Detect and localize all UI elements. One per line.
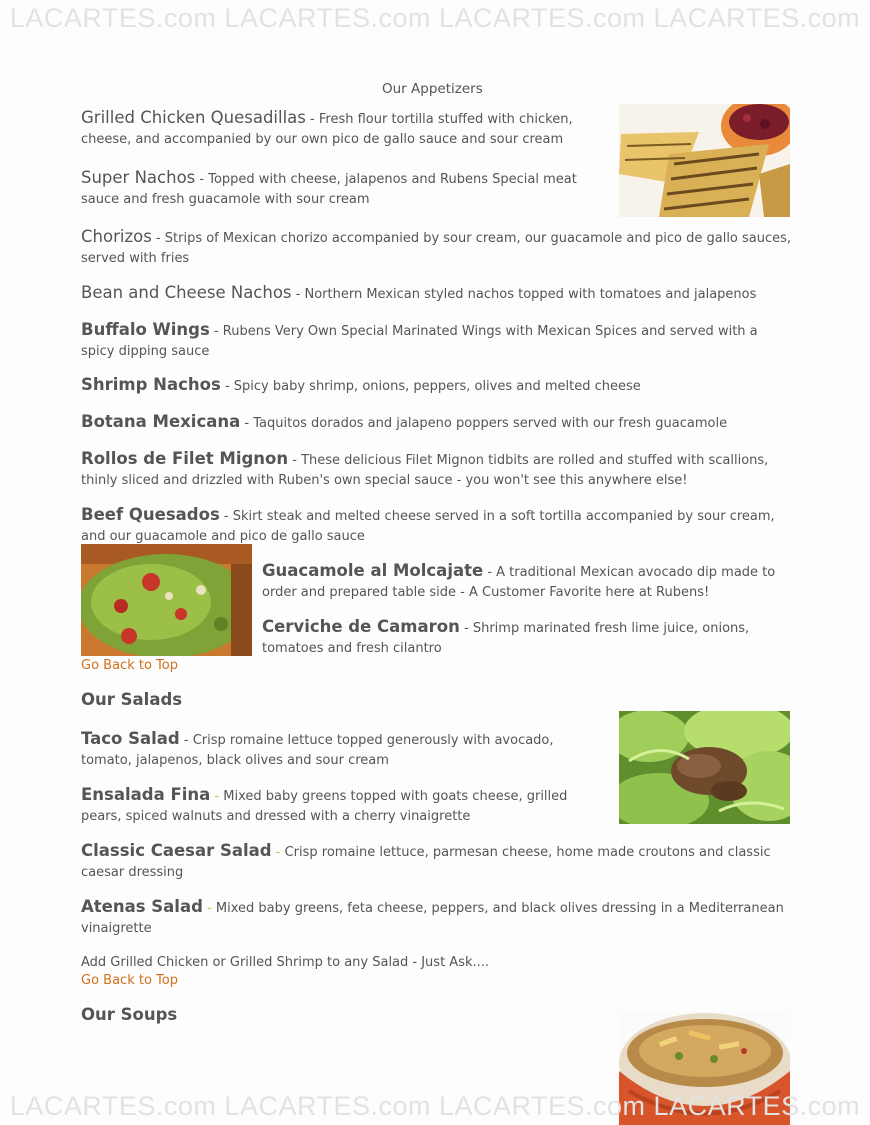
watermark-bottom: LACARTES.com LACARTES.com LACARTES.com LACARTES.com	[9, 1091, 861, 1121]
menu-item	[81, 897, 796, 939]
item-separator: -	[271, 845, 285, 860]
salads-heading: Our Salads	[81, 690, 183, 709]
menu-item	[81, 785, 586, 827]
item-separator: -	[210, 789, 224, 804]
item-description: Rubens Very Own Special Marinated Wings with Mexican Spices and served with a spicy dipping sauce	[81, 324, 758, 359]
item-name: Grilled Chicken Quesadillas	[81, 108, 306, 127]
item-separator: -	[179, 733, 193, 748]
menu-item	[81, 505, 796, 547]
item-description: Skirt steak and melted cheese served in a soft tortilla accompanied by sour cream, and our guacamole and pico de gallo sauce	[81, 509, 775, 544]
item-name: Buffalo Wings	[81, 320, 210, 339]
item-separator: -	[219, 509, 233, 524]
menu-item	[81, 283, 796, 305]
item-name: Shrimp Nachos	[81, 375, 221, 394]
item-separator: -	[240, 416, 254, 431]
item-name: Guacamole al Molcajate	[262, 561, 484, 580]
back-to-top-link[interactable]: Go Back to Top	[81, 658, 178, 673]
menu-item	[81, 375, 796, 397]
item-name: Super Nachos	[81, 168, 196, 187]
item-separator: -	[209, 324, 223, 339]
item-separator: -	[291, 287, 305, 302]
item-separator: -	[220, 379, 234, 394]
item-description: Northern Mexican styled nachos topped with tomatoes and jalapenos	[304, 287, 757, 302]
item-description: Shrimp marinated fresh lime juice, onions, tomatoes and fresh cilantro	[262, 621, 750, 656]
item-separator: -	[483, 565, 497, 580]
salad-note: Add Grilled Chicken or Grilled Shrimp to any Salad - Just Ask....	[81, 955, 490, 970]
item-description: Strips of Mexican chorizo accompanied by sour cream, our guacamole and pico de gallo sauces, served with fries	[81, 231, 792, 266]
menu-item	[81, 108, 591, 150]
salad-photo	[619, 711, 790, 824]
item-name: Taco Salad	[81, 729, 180, 748]
item-description: Mixed baby greens topped with goats cheese, grilled pears, spiced walnuts and dressed with a cherry vinaigrette	[81, 789, 568, 824]
item-description: A traditional Mexican avocado dip made to order and prepared table side - A Customer Favorite here at Rubens!	[262, 565, 776, 600]
menu-item	[262, 561, 792, 603]
item-description: These delicious Filet Mignon tidbits are rolled and stuffed with scallions, thinly sliced and drizzled with Ruben's own special sauce - you won't see this anywhere else!	[81, 453, 769, 488]
item-name: Cerviche de Camaron	[262, 617, 460, 636]
item-separator: -	[288, 453, 302, 468]
menu-item	[262, 617, 782, 659]
menu-item	[81, 320, 781, 362]
item-separator: -	[195, 172, 209, 187]
item-name: Beef Quesados	[81, 505, 220, 524]
item-name: Chorizos	[81, 227, 152, 246]
item-description: Crisp romaine lettuce topped generously with avocado, tomato, jalapenos, black olives and sour cream	[81, 733, 554, 768]
item-description: Crisp romaine lettuce, parmesan cheese, home made croutons and classic caesar dressing	[81, 845, 771, 880]
item-name: Rollos de Filet Mignon	[81, 449, 289, 468]
item-description: Taquitos dorados and jalapeno poppers served with our fresh guacamole	[253, 416, 728, 431]
menu-item	[81, 227, 796, 269]
guacamole-photo	[81, 544, 252, 656]
item-description: Spicy baby shrimp, onions, peppers, olives and melted cheese	[233, 379, 641, 394]
item-name: Botana Mexicana	[81, 412, 241, 431]
appetizers-heading: Our Appetizers	[382, 81, 483, 97]
item-name: Atenas Salad	[81, 897, 203, 916]
item-separator: -	[202, 901, 216, 916]
item-description: Topped with cheese, jalapenos and Rubens Special meat sauce and fresh guacamole with sour cream	[81, 172, 577, 207]
item-separator: -	[151, 231, 165, 246]
menu-item	[81, 449, 796, 491]
soups-heading: Our Soups	[81, 1005, 178, 1024]
item-description: Fresh flour tortilla stuffed with chicken, cheese, and accompanied by our own pico de gallo sauce and sour cream	[81, 112, 573, 147]
item-description: Mixed baby greens, feta cheese, peppers, and black olives dressing in a Mediterranean vinaigrette	[81, 901, 784, 936]
watermark-top: LACARTES.com LACARTES.com LACARTES.com LACARTES.com	[9, 3, 861, 33]
menu-item	[81, 168, 591, 210]
item-separator: -	[305, 112, 319, 127]
item-name: Classic Caesar Salad	[81, 841, 272, 860]
item-separator: -	[459, 621, 473, 636]
menu-item	[81, 412, 796, 434]
menu-item	[81, 841, 796, 883]
quesadilla-photo	[619, 104, 790, 217]
item-name: Bean and Cheese Nachos	[81, 283, 292, 302]
back-to-top-link[interactable]: Go Back to Top	[81, 973, 178, 988]
item-name: Ensalada Fina	[81, 785, 211, 804]
menu-item	[81, 729, 586, 771]
